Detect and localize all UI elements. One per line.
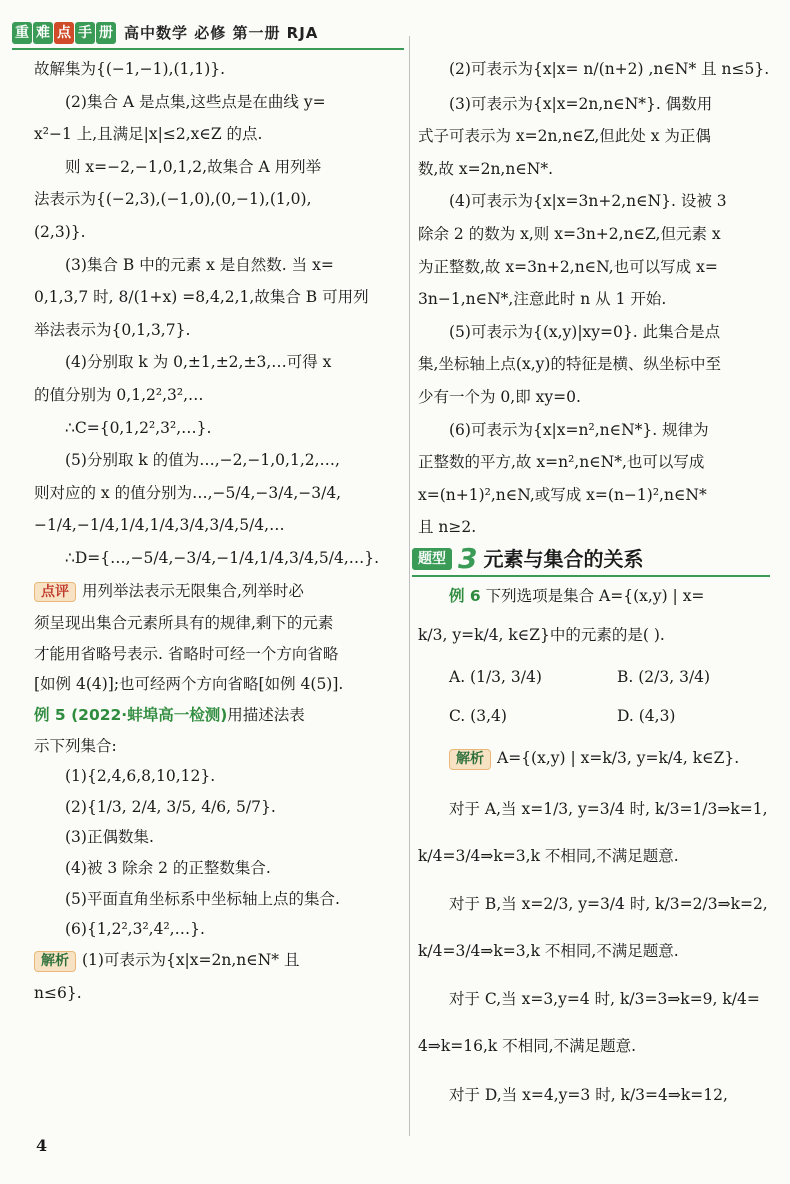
text-line: (3)集合 B 中的元素 x 是自然数. 当 x= — [65, 255, 334, 274]
analysis-line: 4⇒k=16,k 不相同,不满足题意. — [418, 1037, 637, 1056]
analysis-line: 对于 A,当 x=1/3, y=3/4 时, k/3=1/3⇒k=1, — [449, 800, 768, 819]
section-label: 题型 — [412, 548, 452, 571]
text-line: 0,1,3,7 时, 8/(1+x) =8,4,2,1,故集合 B 可用列 — [34, 288, 369, 307]
left-column — [34, 60, 402, 1002]
solution-text: (1)可表示为{x|x=2n,n∈N* 且 — [82, 950, 300, 969]
example5-heading — [34, 706, 402, 725]
text-line: 式子可表示为 x=2n,n∈Z,但此处 x 为正偶 — [418, 127, 711, 146]
text-line: (3)可表示为{x|x=2n,n∈N*}. 偶数用 — [449, 94, 713, 113]
brand-char: 手 — [75, 22, 95, 44]
brand-char: 难 — [33, 22, 53, 44]
section-number: 3 — [458, 542, 478, 576]
brand-char: 重 — [12, 22, 32, 44]
brand-char: 册 — [96, 22, 116, 44]
text-line: (4)可表示为{x|x=3n+2,n∈N}. 设被 3 — [449, 192, 727, 211]
remark-line: [如例 4(4)];也可经两个方向省略[如例 4(5)]. — [34, 675, 344, 694]
remark-line: 须呈现出集合元素所具有的规律,剩下的元素 — [34, 614, 334, 633]
text-line: 则对应的 x 的值分别为…,−5/4,−3/4,−3/4, — [34, 483, 342, 502]
remark-tag: 点评 — [34, 582, 76, 603]
solution-tag: 解析 — [449, 749, 491, 770]
text-line: k/3, y=k/4, k∈Z}中的元素的是( ). — [418, 625, 665, 644]
text-line: (5)分别取 k 的值为…,−2,−1,0,1,2,…, — [65, 451, 340, 470]
text-line: x²−1 上,且满足|x|≤2,x∈Z 的点. — [34, 125, 263, 144]
text-line: 正整数的平方,故 x=n²,n∈N*,也可以写成 — [418, 453, 705, 472]
text-line: n≤6}. — [34, 983, 82, 1002]
text-line: 法表示为{(−2,3),(−1,0),(0,−1),(1,0), — [34, 190, 312, 209]
text-line: x=(n+1)²,n∈N,或写成 x=(n−1)²,n∈N* — [418, 485, 707, 504]
example5-text: 用描述法表 — [227, 706, 305, 725]
solution-line — [34, 951, 402, 972]
page-header — [12, 22, 404, 52]
header-title: 高中数学 必修 第一册 RJA — [124, 24, 319, 42]
remark-line — [34, 582, 402, 603]
options-row — [418, 668, 770, 687]
analysis-line: 对于 C,当 x=3,y=4 时, k/3=3⇒k=9, k/4= — [449, 990, 760, 1009]
brand-char: 点 — [54, 22, 74, 44]
text-line: ∴C={0,1,2²,3²,…}. — [65, 418, 212, 437]
text-line: −1/4,−1/4,1/4,1/4,3/4,3/4,5/4,… — [34, 516, 285, 535]
solution-line — [418, 749, 770, 770]
text-line: 为正整数,故 x=3n+2,n∈N,也可以写成 x= — [418, 257, 718, 276]
text-line: (4)分别取 k 为 0,±1,±2,±3,…可得 x — [65, 353, 332, 372]
text-line: 举法表示为{0,1,3,7}. — [34, 320, 191, 339]
example5-item: (4)被 3 除余 2 的正整数集合. — [65, 859, 271, 878]
example5-item: (5)平面直角坐标系中坐标轴上点的集合. — [65, 889, 340, 908]
text-line: 的值分别为 0,1,2²,3²,… — [34, 385, 204, 404]
text-line: 示下列集合: — [34, 736, 117, 755]
text-line: 且 n≥2. — [418, 518, 477, 537]
column-divider — [409, 36, 410, 1136]
section-title: 元素与集合的关系 — [483, 546, 644, 571]
text-line: (6)可表示为{x|x=n²,n∈N*}. 规律为 — [449, 420, 709, 439]
text-line: 3n−1,n∈N*,注意此时 n 从 1 开始. — [418, 290, 667, 309]
brand-logo — [12, 22, 116, 44]
example5-item: (2){1/3, 2/4, 3/5, 4/6, 5/7}. — [65, 797, 276, 816]
analysis-line: 对于 B,当 x=2/3, y=3/4 时, k/3=2/3⇒k=2, — [449, 895, 768, 914]
text-line: (2)可表示为{x|x= n/(n+2) ,n∈N* 且 n≤5}. — [449, 60, 770, 78]
example6-text: 下列选项是集合 A={(x,y) | x= — [485, 586, 705, 605]
text-line: 则 x=−2,−1,0,1,2,故集合 A 用列举 — [65, 157, 322, 176]
example6-heading — [418, 587, 770, 606]
remark-line: 才能用省略号表示. 省略时可经一个方向省略 — [34, 644, 339, 663]
example5-item: (1){2,4,6,8,10,12}. — [65, 767, 216, 786]
example5-item: (3)正偶数集. — [65, 828, 154, 847]
text-line: ∴D={…,−5/4,−3/4,−1/4,1/4,3/4,5/4,…}. — [65, 548, 380, 567]
option-a: A. (1/3, 3/4) — [449, 668, 542, 687]
text-line: 少有一个为 0,即 xy=0. — [418, 387, 581, 406]
text-line: 故解集为{(−1,−1),(1,1)}. — [34, 60, 226, 78]
text-line: (2,3)}. — [34, 222, 86, 241]
right-column — [418, 60, 770, 1104]
section-heading — [412, 543, 770, 577]
example6-title: 例 6 — [449, 586, 481, 605]
option-d: D. (4,3) — [617, 706, 676, 725]
text-line: (5)可表示为{(x,y)|xy=0}. 此集合是点 — [449, 322, 721, 341]
options-row — [418, 707, 770, 726]
header-rule — [12, 48, 404, 50]
text-line: 除余 2 的数为 x,则 x=3n+2,n∈Z,但元素 x — [418, 224, 721, 243]
analysis-line: k/4=3/4⇒k=3,k 不相同,不满足题意. — [418, 846, 679, 865]
remark-text: 用列举法表示无限集合,列举时必 — [82, 581, 304, 600]
text-line: (2)集合 A 是点集,这些点是在曲线 y= — [65, 92, 326, 111]
example5-item: (6){1,2²,3²,4²,…}. — [65, 920, 205, 939]
analysis-line: 对于 D,当 x=4,y=3 时, k/3=4⇒k=12, — [449, 1085, 728, 1104]
option-c: C. (3,4) — [449, 706, 507, 725]
text-line: 集,坐标轴上点(x,y)的特征是横、纵坐标中至 — [418, 355, 721, 374]
page-number: 4 — [36, 1136, 48, 1155]
analysis-line: k/4=3/4⇒k=3,k 不相同,不满足题意. — [418, 941, 679, 960]
text-line: 数,故 x=2n,n∈N*. — [418, 159, 554, 178]
solution-text: A={(x,y) | x=k/3, y=k/4, k∈Z}. — [497, 749, 740, 768]
solution-tag: 解析 — [34, 951, 76, 972]
example5-title: 例 5 (2022·蚌埠高一检测) — [34, 706, 228, 725]
option-b: B. (2/3, 3/4) — [617, 668, 711, 687]
